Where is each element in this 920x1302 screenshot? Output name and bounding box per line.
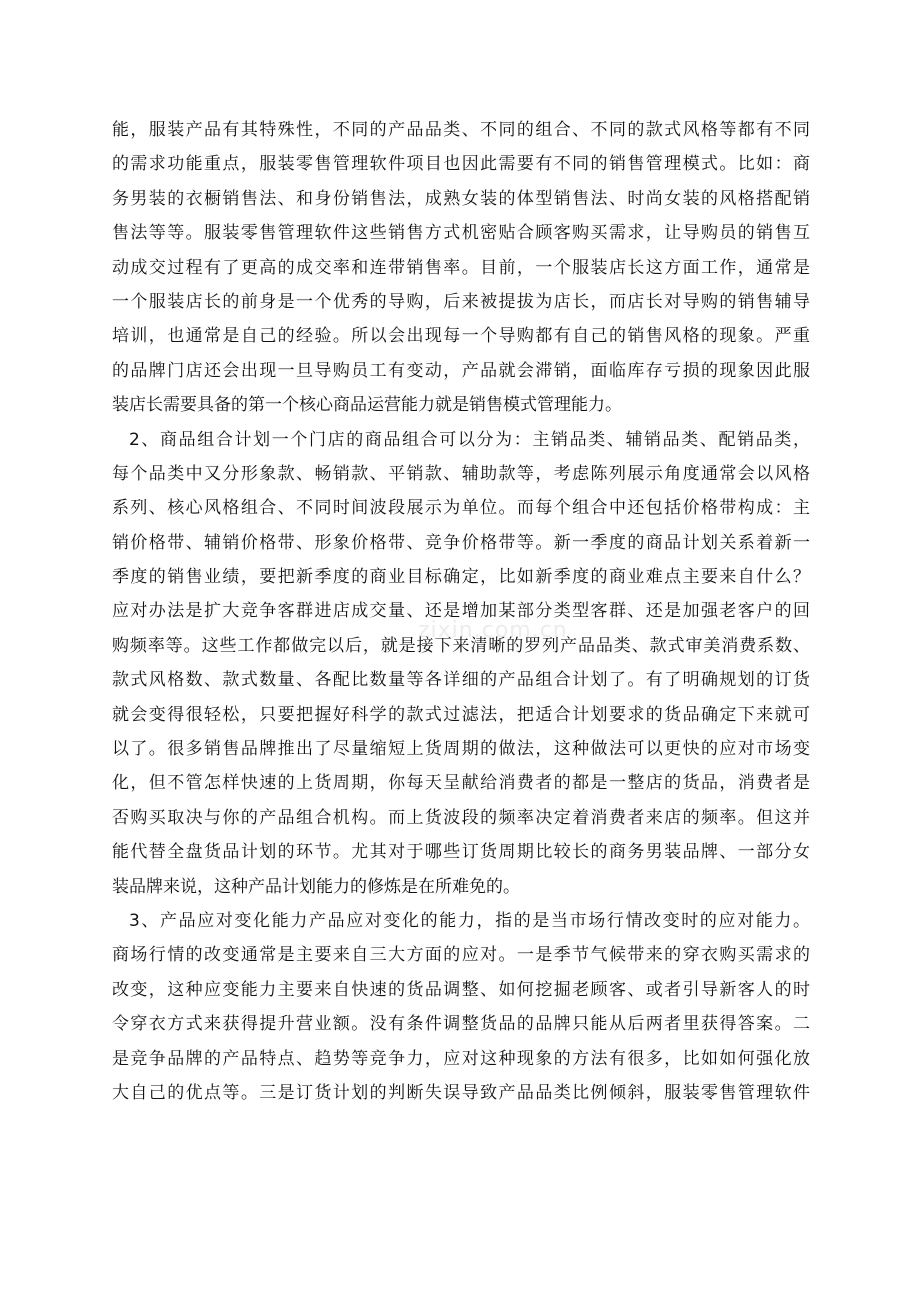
text-line: 化，但不管怎样快速的上货周期，你每天呈献给消费者的都是一整店的货品，消费者是 [112,773,810,794]
text-line: 购频率等。这些工作都做完以后，就是接下来清晰的罗列产品品类、款式审美消费系数、 [112,635,810,656]
text-line: 培训，也通常是自己的经验。所以会出现每一个导购都有自己的销售风格的现象。严重 [112,326,810,347]
text-line: 装店长需要具备的第一个核心商品运营能力就是销售模式管理能力。 [112,395,622,416]
text-line: 季度的销售业绩，要把新季度的商业目标确定，比如新季度的商业难点主要来自什么？ [112,567,810,588]
text-line: 款式风格数、款式数量、各配比数量等各详细的产品组合计划了。有了明确规划的订货 [112,670,810,691]
text-line: 是竞争品牌的产品特点、趋势等竞争力，应对这种现象的方法有很多，比如如何强化放 [112,1048,810,1069]
text-line: 就会变得很轻松，只要把握好科学的款式过滤法，把适合计划要求的货品确定下来就可 [112,704,810,725]
document-body [112,113,810,1110]
text-line: 能代替全盘货品计划的环节。尤其对于哪些订货周期比较长的商务男装品牌、一部分女 [112,842,810,863]
text-line: 商场行情的改变通常是主要来自三大方面的应对。一是季节气候带来的穿衣购买需求的 [112,945,810,966]
text-line: 应对办法是扩大竞争客群进店成交量、还是增加某部分类型客群、还是加强老客户的回 [112,601,810,622]
text-line: 的需求功能重点，服装零售管理软件项目也因此需要有不同的销售管理模式。比如：商 [112,154,810,175]
text-line: 的品牌门店还会出现一旦导购员工有变动，产品就会滞销，面临库存亏损的现象因此服 [112,360,810,381]
text-line: 3、产品应对变化能力产品应对变化的能力，指的是当市场行情改变时的应对能力。 [129,910,810,931]
text-line: 大自己的优点等。三是订货计划的判断失误导致产品品类比例倾斜，服装零售管理软件 [112,1082,810,1103]
text-line: 以了。很多销售品牌推出了尽量缩短上货周期的做法，这种做法可以更快的应对市场变 [112,739,810,760]
text-line: 售法等等。服装零售管理软件这些销售方式机密贴合顾客购买需求，让导购员的销售互 [112,223,810,244]
text-line: 每个品类中又分形象款、畅销款、平销款、辅助款等，考虑陈列展示角度通常会以风格 [112,463,810,484]
text-line: 装品牌来说，这种产品计划能力的修炼是在所难免的。 [112,876,520,897]
text-line: 改变，这种应变能力主要来自快速的货品调整、如何挖掘老顾客、或者引导新客人的时 [112,979,810,1000]
text-line: 务男装的衣橱销售法、和身份销售法，成熟女装的体型销售法、时尚女装的风格搭配销 [112,188,810,209]
watermark: zixin.com.cn [418,618,568,643]
text-line: 动成交过程有了更高的成交率和连带销售率。目前，一个服装店长这方面工作，通常是 [112,257,810,278]
text-line: 能，服装产品有其特殊性，不同的产品品类、不同的组合、不同的款式风格等都有不同 [112,120,810,140]
text-line: 销价格带、辅销价格带、形象价格带、竞争价格带等。新一季度的商品计划关系着新一 [112,532,810,553]
text-line: 2、商品组合计划一个门店的商品组合可以分为：主销品类、辅销品类、配销品类， [129,429,810,450]
text-line: 系列、核心风格组合、不同时间波段展示为单位。而每个组合中还包括价格带构成：主 [112,498,810,519]
text-line: 一个服装店长的前身是一个优秀的导购，后来被提拔为店长，而店长对导购的销售辅导 [112,291,810,312]
text-line: 否购买取决与你的产品组合机构。而上货波段的频率决定着消费者来店的频率。但这并 [112,807,810,828]
text-line: 令穿衣方式来获得提升营业额。没有条件调整货品的品牌只能从后两者里获得答案。二 [112,1014,810,1035]
